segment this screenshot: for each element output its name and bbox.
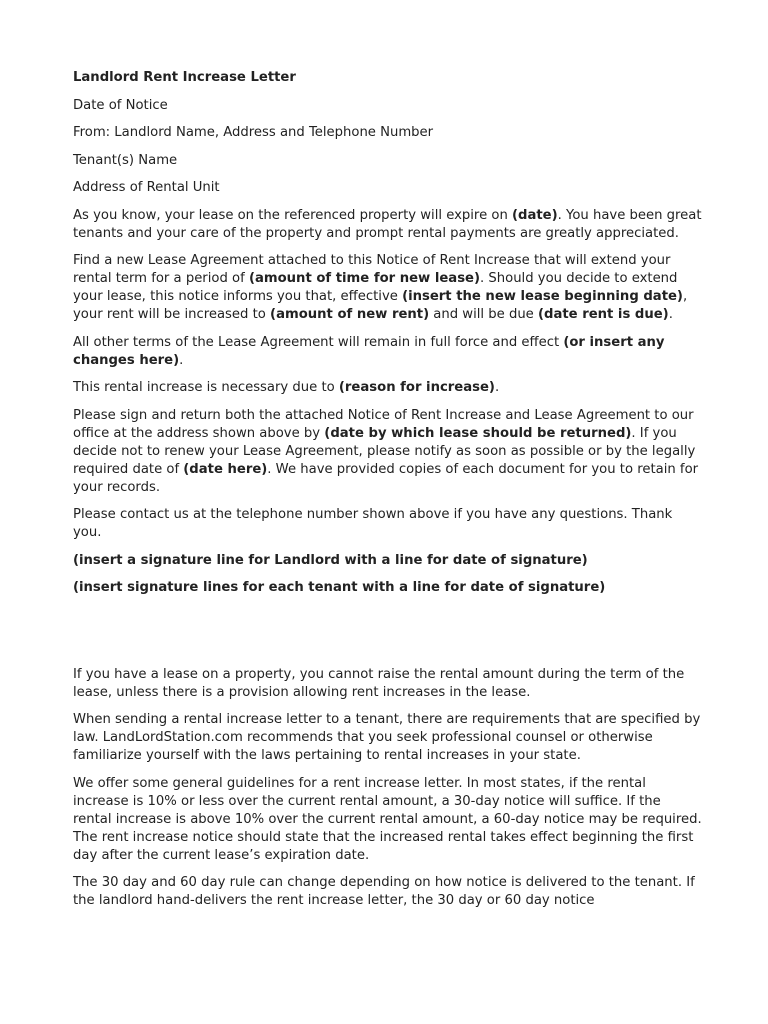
guidance-paragraph-notice-period: We offer some general guidelines for a rent increase letter. In most states, if the rental increase is 10% or less over the current rental amount, a 30-day notice will suffice. If the rental increase is above 10% over the current rental amount, a 60-day notice may be required. The rent increase notice should state that the increased rental takes effect beginning the first day after the current lease’s expiration date. — [73, 775, 702, 863]
guidance-paragraph-delivery: The 30 day and 60 day rule can change depending on how notice is delivered to the tenant. If the landlord hand-delivers the rent increase letter, the 30 day or 60 day notice — [73, 875, 695, 908]
tenant-name: Tenant(s) Name — [73, 152, 178, 168]
return-instructions-paragraph: Please sign and return both the attached Notice of Rent Increase and Lease Agreement to our office at the address shown above by (date by which lease should be returned). If you decide not to renew your Lease Agreement, please notify as soon as possible or by the legally required date of (date here). We have provided copies of each document for you to retain for your records. — [73, 407, 699, 495]
rental-address: Address of Rental Unit — [73, 180, 220, 195]
tenant-signature-instruction: (insert signature lines for each tenant with a line for date of signature) — [73, 580, 606, 595]
new-lease-paragraph: Find a new Lease Agreement attached to this Notice of Rent Increase that will extend your rental term for a period of (amount of time for new lease). Should you decide to extend your lease, this notice informs you that, effective (insert the new lease beginning date), your rent will be increased to (amount of new rent) and will be due (date rent is due). — [73, 253, 688, 322]
other-terms-paragraph: All other terms of the Lease Agreement will remain in full force and effect (or insert any changes here). — [73, 334, 665, 368]
document-title: Landlord Rent Increase Letter — [73, 70, 296, 85]
increase-reason-paragraph: This rental increase is necessary due to (reason for increase). — [73, 380, 500, 395]
guidance-paragraph-lease-term: If you have a lease on a property, you cannot raise the rental amount during the term of the lease, unless there is a provision allowing rent increases in the lease. — [73, 666, 685, 700]
lease-expiry-paragraph: As you know, your lease on the referenced property will expire on (date). You have been great tenants and your care of the property and prompt rental payments are greatly appreciated. — [73, 207, 702, 241]
section-spacer — [73, 607, 703, 666]
contact-paragraph: Please contact us at the telephone number shown above if you have any questions. Thank you. — [73, 507, 673, 540]
guidance-paragraph-legal: When sending a rental increase letter to a tenant, there are requirements that are specified by law. LandLordStation.com recommends that you seek professional counsel or otherwise familiarize yourself with the laws pertaining to rental increases in your state. — [73, 712, 701, 763]
landlord-signature-instruction: (insert a signature line for Landlord with a line for date of signature) — [73, 552, 588, 568]
from-line: From: Landlord Name, Address and Telephone Number — [73, 125, 434, 140]
date-of-notice: Date of Notice — [73, 97, 168, 113]
document-page — [73, 69, 703, 920]
